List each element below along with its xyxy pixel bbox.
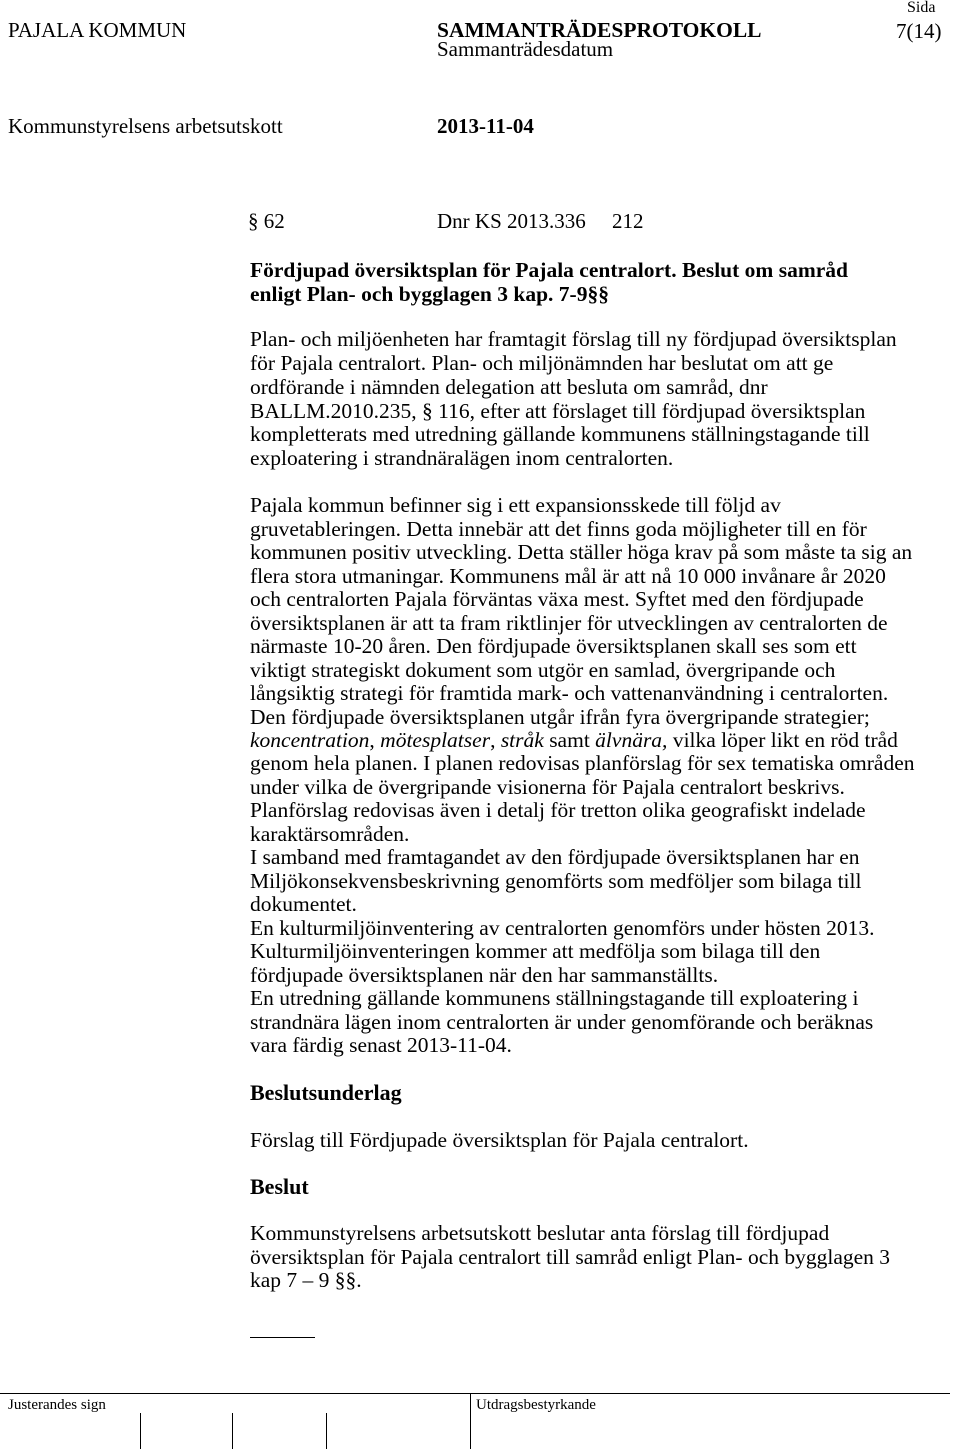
text-line: Miljökonsekvensbeskrivning genomförts som medföljer som bilaga till — [250, 868, 862, 893]
text-line: Plan- och miljöenheten har framtagit förslag till ny fördjupad översiktsplan — [250, 327, 897, 352]
separator-line — [250, 1337, 315, 1338]
text-line: En kulturmiljöinventering av centralorten genomförs under hösten 2013. — [250, 915, 875, 940]
text-line: Kommunstyrelsens arbetsutskott beslutar anta förslag till fördjupad — [250, 1221, 830, 1245]
text-line-strategies — [250, 729, 914, 752]
meeting-date: 2013-11-04 — [437, 114, 534, 138]
title-line: enligt Plan- och bygglagen 3 kap. 7-9§§ — [250, 282, 609, 306]
text-line: dokumentet. — [250, 892, 357, 917]
text-line: vara färdig senast 2013-11-04. — [250, 1033, 512, 1058]
text-line: karaktärsområden. — [250, 821, 410, 846]
strategy-term: stråk — [500, 727, 544, 752]
item-title — [250, 258, 848, 306]
signature-box-divider — [140, 1413, 141, 1449]
text-line: Den fördjupade översiktsplanen utgår ifrån fyra övergripande strategier; — [250, 704, 870, 729]
text-line: närmaste 10-20 åren. Den fördjupade översiktsplanen skall ses som ett — [250, 634, 857, 659]
text-line: flera stora utmaningar. Kommunens mål är att nå 10 000 invånare år 2020 — [250, 563, 886, 588]
text-line: ordförande i nämnden delegation att besluta om samråd, dnr — [250, 374, 768, 399]
text-line: långsiktig strategi för framtida mark- och vattenanvändning i centralorten. — [250, 681, 889, 706]
text-line: fördjupade översiktsplanen när den har sammanställts. — [250, 962, 719, 987]
footer-column-divider — [470, 1393, 471, 1449]
decision-basis-heading: Beslutsunderlag — [250, 1080, 402, 1105]
text-line: strandnära lägen inom centralorten är under genomförande och beräknas — [250, 1009, 874, 1034]
organization-name: PAJALA KOMMUN — [8, 18, 187, 42]
text-line: för Pajala centralort. Plan- och miljönämnden har beslutat om att ge — [250, 350, 834, 375]
text-line: I samband med framtagandet av den fördjupade översiktsplanen har en — [250, 845, 860, 870]
signature-box-divider — [326, 1413, 327, 1449]
text-line: kommunen positiv utveckling. Detta ställer höga krav på som måste ta sig an — [250, 540, 913, 565]
text-line: kompletterats med utredning gällande kommunens ställningstagande till — [250, 422, 870, 447]
meeting-date-label: Sammanträdesdatum — [437, 37, 614, 61]
text-line: Pajala kommun befinner sig i ett expansionsskede till följd av — [250, 493, 781, 518]
text-line: Kulturmiljöinventeringen kommer att medfölja som bilaga till den — [250, 939, 821, 964]
text-line: BALLM.2010.235, § 116, efter att förslaget till fördjupad översiktsplan — [250, 398, 866, 423]
signature-box-divider — [232, 1413, 233, 1449]
text-line: översiktsplanen är att ta fram riktlinjer för utvecklingen av centralorten de — [250, 610, 888, 635]
title-line: Fördjupad översiktsplan för Pajala centralort. Beslut om samråd — [250, 258, 848, 282]
case-code: 212 — [612, 209, 644, 233]
footer-top-rule — [0, 1393, 950, 1394]
page-label: Sida — [907, 0, 936, 16]
text-line: under vilka de övergripande visionerna för Pajala centralort beskrivs. — [250, 774, 845, 799]
case-number: Dnr KS 2013.336 — [437, 209, 586, 233]
text-line: exploatering i strandnäralägen inom centralorten. — [250, 446, 674, 471]
text-line: gruvetableringen. Detta innebär att det finns goda möjligheter till en för — [250, 516, 867, 541]
text-line: översiktsplan för Pajala centralort till samråd enligt Plan- och bygglagen 3 — [250, 1244, 891, 1269]
text-line: och centralorten Pajala förväntas växa mest. Syftet med den fördjupade — [250, 587, 864, 612]
text-fragment: , — [369, 727, 381, 752]
text-line: viktigt strategiskt dokument som utgör en samlad, övergripande och — [250, 657, 836, 682]
text-fragment: samt — [543, 727, 596, 752]
text-line: En utredning gällande kommunens ställningstagande till exploatering i — [250, 986, 859, 1011]
document-type: SAMMANTRÄDESPROTOKOLL — [437, 18, 762, 42]
strategy-term: älvnära, — [595, 727, 668, 752]
extract-certification-label: Utdragsbestyrkande — [476, 1397, 596, 1413]
strategy-term: koncentration — [250, 727, 370, 752]
intro-paragraph — [250, 328, 897, 471]
paragraph-number: § 62 — [248, 209, 285, 233]
description-paragraph — [250, 494, 914, 1057]
decision-heading: Beslut — [250, 1174, 309, 1199]
text-line: kap 7 – 9 §§. — [250, 1268, 362, 1292]
committee-name: Kommunstyrelsens arbetsutskott — [8, 114, 283, 138]
text-line: Planförslag redovisas även i detalj för tretton olika geografiskt indelade — [250, 798, 866, 823]
text-line: genom hela planen. I planen redovisas planförslag för sex tematiska områden — [250, 751, 915, 776]
decision-basis-text: Förslag till Fördjupade översiktsplan för Pajala centralort. — [250, 1128, 749, 1152]
text-fragment: , — [490, 727, 501, 752]
strategy-term: mötesplatser — [380, 727, 491, 752]
signature-label: Justerandes sign — [8, 1397, 106, 1413]
page-number: 7(14) — [896, 19, 942, 43]
text-fragment: vilka löper likt en röd tråd — [667, 727, 898, 752]
decision-paragraph — [250, 1222, 890, 1293]
